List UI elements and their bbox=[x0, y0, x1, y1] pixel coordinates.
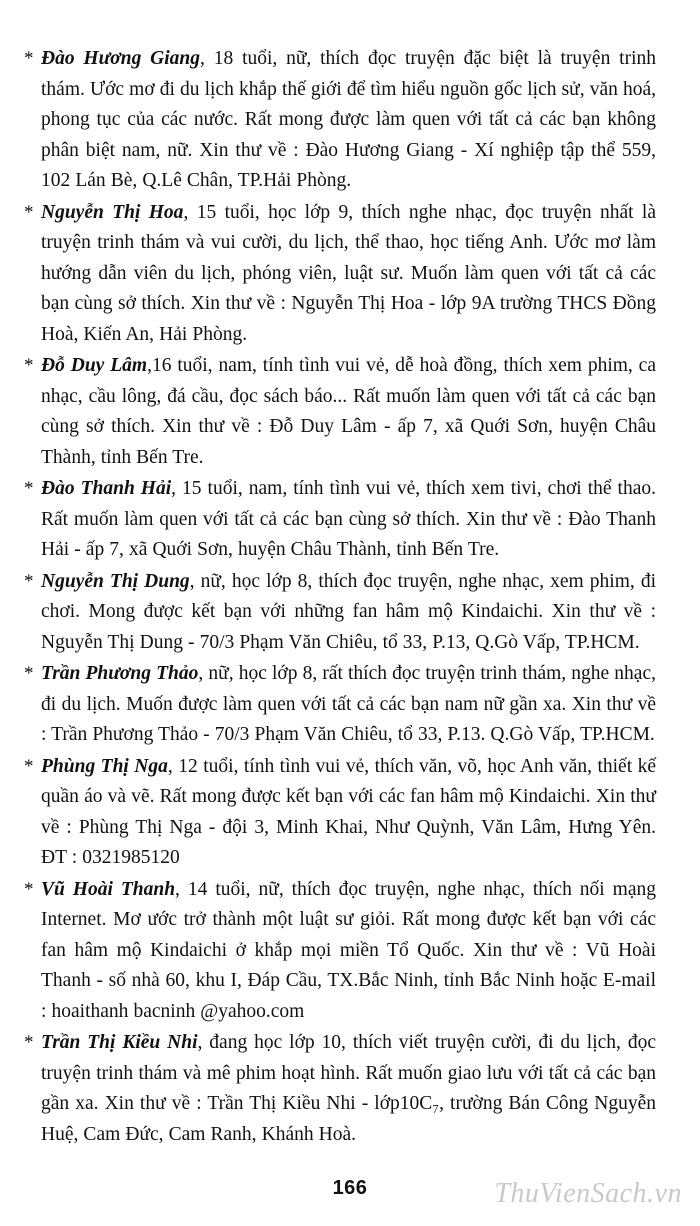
list-item bbox=[24, 567, 656, 659]
bullet-marker: * bbox=[24, 878, 34, 900]
list-item bbox=[24, 474, 656, 566]
entry-name: Trần Phương Thảo bbox=[41, 663, 199, 684]
entry-body: , 12 tuổi, tính tình vui vẻ, thích văn, võ, học Anh văn, thiết kế quần áo và vẽ. Rất mong được kết bạn với các fan hâm mộ Kindaichi. Xin thư về : Phùng Thị Nga - đội 3, Minh Khai, Như Quỳnh, Văn Lâm, Hưng Yên. ĐT : 0321985120 bbox=[41, 755, 656, 868]
list-item bbox=[24, 752, 656, 874]
list-item bbox=[24, 44, 656, 197]
entry-name: Đào Thanh Hải bbox=[41, 478, 172, 499]
entry-text bbox=[41, 44, 656, 197]
entry-text bbox=[41, 659, 656, 751]
list-item bbox=[24, 1028, 656, 1150]
entry-name: Nguyễn Thị Hoa bbox=[41, 201, 184, 223]
list-item bbox=[24, 351, 656, 473]
page-number: 166 bbox=[332, 1177, 368, 1199]
list-item bbox=[24, 198, 656, 351]
entry-name: Đào Hương Giang bbox=[41, 48, 201, 69]
entry-text bbox=[41, 752, 656, 874]
entry-text bbox=[41, 474, 656, 566]
entry-name: Vũ Hoài Thanh bbox=[41, 878, 176, 900]
bullet-marker: * bbox=[24, 570, 34, 592]
bullet-marker: * bbox=[24, 755, 34, 777]
entry-text bbox=[41, 198, 656, 351]
list-item bbox=[24, 659, 656, 751]
entry-text bbox=[41, 567, 656, 659]
entry-text bbox=[41, 351, 656, 473]
entry-body: , đang học lớp 10, thích viết truyện cười, đi du lịch, đọc truyện trinh thám và mê phim hoạt hình. Rất muốn giao lưu với tất cả các bạn gần xa. Xin thư về : Trần Thị Kiều Nhi - lớp10C₇, trường Bán Công Nguyễn Huệ, Cam Đức, Cam Ranh, Khánh Hoà. bbox=[41, 1032, 656, 1145]
watermark: ThuVienSach.vn bbox=[494, 1178, 682, 1209]
entry-name: Phùng Thị Nga bbox=[41, 755, 168, 777]
entry-body: , nữ, học lớp 8, thích đọc truyện, nghe nhạc, xem phim, đi chơi. Mong được kết bạn với những fan hâm mộ Kindaichi. Xin thư về : Nguyễn Thị Dung - 70/3 Phạm Văn Chiêu, tổ 33, P.13, Q.Gò Vấp, TP.HCM. bbox=[41, 570, 656, 653]
entry-body: , 15 tuổi, học lớp 9, thích nghe nhạc, đọc truyện nhất là truyện trinh thám và vui cười, du lịch, thể thao, học tiếng Anh. Ước mơ làm hướng dẫn viên du lịch, phóng viên, luật sư. Muốn làm quen với tất cả các bạn cùng sở thích. Xin thư về : Nguyễn Thị Hoa - lớp 9A trường THCS Đồng Hoà, Kiến An, Hải Phòng. bbox=[41, 201, 656, 345]
bullet-marker: * bbox=[24, 1032, 34, 1053]
entry-text bbox=[41, 1028, 656, 1150]
entry-name: Nguyễn Thị Dung bbox=[41, 570, 190, 592]
entry-body: , nữ, học lớp 8, rất thích đọc truyện trinh thám, nghe nhạc, đi du lịch. Muốn được làm quen với tất cả các bạn nam nữ gần xa. Xin thư về : Trần Phương Thảo - 70/3 Phạm Văn Chiêu, tổ 33, P.13. Q.Gò Vấp, TP.HCM. bbox=[41, 663, 656, 745]
entry-body: ,16 tuổi, nam, tính tình vui vẻ, dễ hoà đồng, thích xem phim, ca nhạc, cầu lông, đá cầu, đọc sách báo... Rất muốn làm quen với tất cả các bạn cùng sở thích. Xin thư về : Đỗ Duy Lâm - ấp 7, xã Quới Sơn, huyện Châu Thành, tỉnh Bến Tre. bbox=[41, 355, 656, 468]
entry-name: Đỗ Duy Lâm bbox=[41, 355, 148, 376]
penpal-entry-list bbox=[24, 44, 656, 1150]
list-item bbox=[24, 875, 656, 1028]
bullet-marker: * bbox=[24, 663, 34, 684]
entry-name: Trần Thị Kiều Nhi bbox=[41, 1032, 198, 1053]
bullet-marker: * bbox=[24, 48, 34, 69]
bullet-marker: * bbox=[24, 478, 34, 499]
entry-body: , 15 tuổi, nam, tính tình vui vẻ, thích xem tivi, chơi thể thao. Rất muốn làm quen với tất cả các bạn cùng sở thích. Xin thư về : Đào Thanh Hải - ấp 7, xã Quới Sơn, huyện Châu Thành, tỉnh Bến Tre. bbox=[41, 478, 656, 560]
bullet-marker: * bbox=[24, 201, 34, 223]
bullet-marker: * bbox=[24, 355, 34, 376]
entry-text bbox=[41, 875, 656, 1028]
entry-body: , 14 tuổi, nữ, thích đọc truyện, nghe nhạc, thích nối mạng Internet. Mơ ước trở thành một luật sư giỏi. Rất mong được kết bạn với các fan hâm mộ Kindaichi ở khắp mọi miền Tổ Quốc. Xin thư về : Vũ Hoài Thanh - số nhà 60, khu I, Đáp Cầu, TX.Bắc Ninh, tỉnh Bắc Ninh hoặc E-mail : hoaithanh bacninh @yahoo.com bbox=[41, 878, 656, 1022]
entry-body: , 18 tuổi, nữ, thích đọc truyện đặc biệt là truyện trinh thám. Ước mơ đi du lịch khắp thế giới để tìm hiểu nguồn gốc lịch sử, văn hoá, phong tục của các nước. Rất mong được làm quen với tất cả các bạn không phân biệt nam, nữ. Xin thư về : Đào Hương Giang - Xí nghiệp tập thể 559, 102 Lán Bè, Q.Lê Chân, TP.Hải Phòng. bbox=[41, 48, 656, 191]
